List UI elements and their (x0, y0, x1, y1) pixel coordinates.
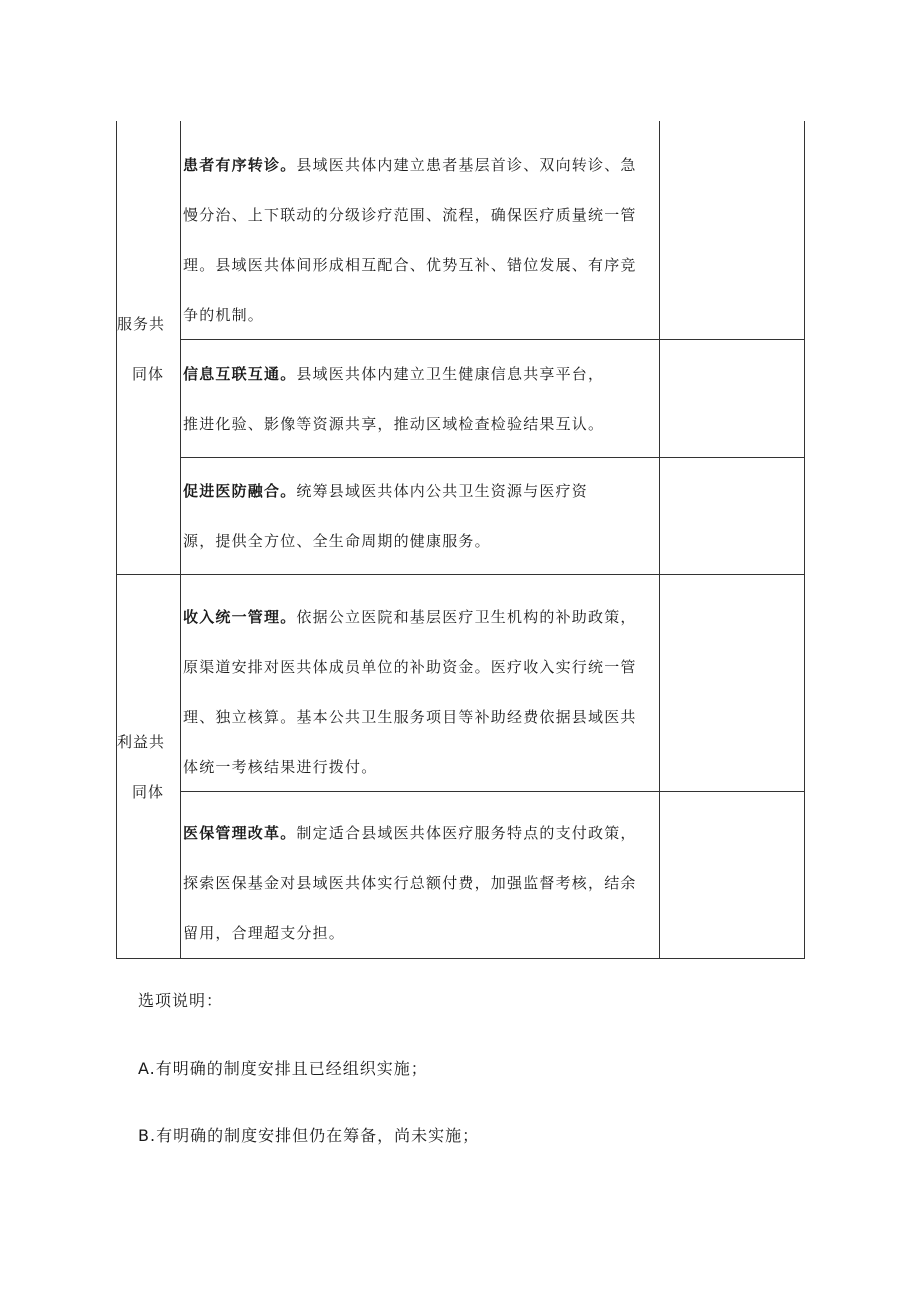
cell-line: 原渠道安排对医共体成员单位的补助资金。医疗收入实行统一管 (183, 658, 637, 676)
options-heading: 选项说明： (138, 991, 224, 1010)
cell-line: 医保管理改革。制定适合县域医共体医疗服务特点的支付政策， (183, 824, 637, 842)
category-label: 同体 (132, 783, 165, 801)
cell-line: 促进医防融合。统筹县域医共体内公共卫生资源与医疗资 (183, 482, 589, 500)
cell-line: 争的机制。 (183, 306, 265, 324)
cell-line: 探索医保基金对县域医共体实行总额付费，加强监督考核，结余 (183, 874, 637, 892)
table-cell-content (183, 140, 657, 340)
table-cell-content (183, 592, 657, 792)
cell-line: 源，提供全方位、全生命周期的健康服务。 (183, 532, 491, 550)
cell-line: 推进化验、影像等资源共享，推动区域检查检验结果互认。 (183, 415, 605, 433)
item-title: 医保管理改革。 (183, 824, 297, 842)
table-border-right (804, 121, 805, 959)
table-border-left (116, 121, 117, 959)
cell-line: 体统一考核结果进行拨付。 (183, 758, 378, 776)
table-cell-content (183, 466, 657, 566)
option-a: A.有明确的制度安排且已经组织实施； (138, 1059, 428, 1078)
category-label: 服务共 (117, 315, 166, 333)
table-divider-answer (659, 121, 660, 959)
table-row-separator (180, 457, 805, 458)
cell-line: 信息互联互通。县域医共体内建立卫生健康信息共享平台， (183, 365, 605, 383)
cell-line: 慢分治、上下联动的分级诊疗范围、流程，确保医疗质量统一管 (183, 206, 637, 224)
option-b: B.有明确的制度安排但仍在筹备，尚未实施； (138, 1126, 480, 1145)
table-group-separator (116, 574, 805, 575)
item-title: 收入统一管理。 (183, 608, 297, 626)
cell-line: 理、独立核算。基本公共卫生服务项目等补助经费依据县域医共 (183, 708, 637, 726)
cell-line: 留用，合理超支分担。 (183, 924, 346, 942)
table-cell-content (183, 808, 657, 958)
category-label: 利益共 (117, 733, 166, 751)
table-cell-content (183, 349, 657, 449)
cell-line: 理。县域医共体间形成相互配合、优势互补、错位发展、有序竞 (183, 256, 637, 274)
category-label: 同体 (132, 365, 165, 383)
item-title: 患者有序转诊。 (183, 156, 297, 174)
table-divider-category (180, 121, 181, 959)
cell-line: 收入统一管理。依据公立医院和基层医疗卫生机构的补助政策， (183, 608, 637, 626)
item-title: 信息互联互通。 (183, 365, 297, 383)
item-title: 促进医防融合。 (183, 482, 297, 500)
cell-line: 患者有序转诊。县域医共体内建立患者基层首诊、双向转诊、急 (183, 156, 637, 174)
table-border-bottom (116, 958, 805, 959)
